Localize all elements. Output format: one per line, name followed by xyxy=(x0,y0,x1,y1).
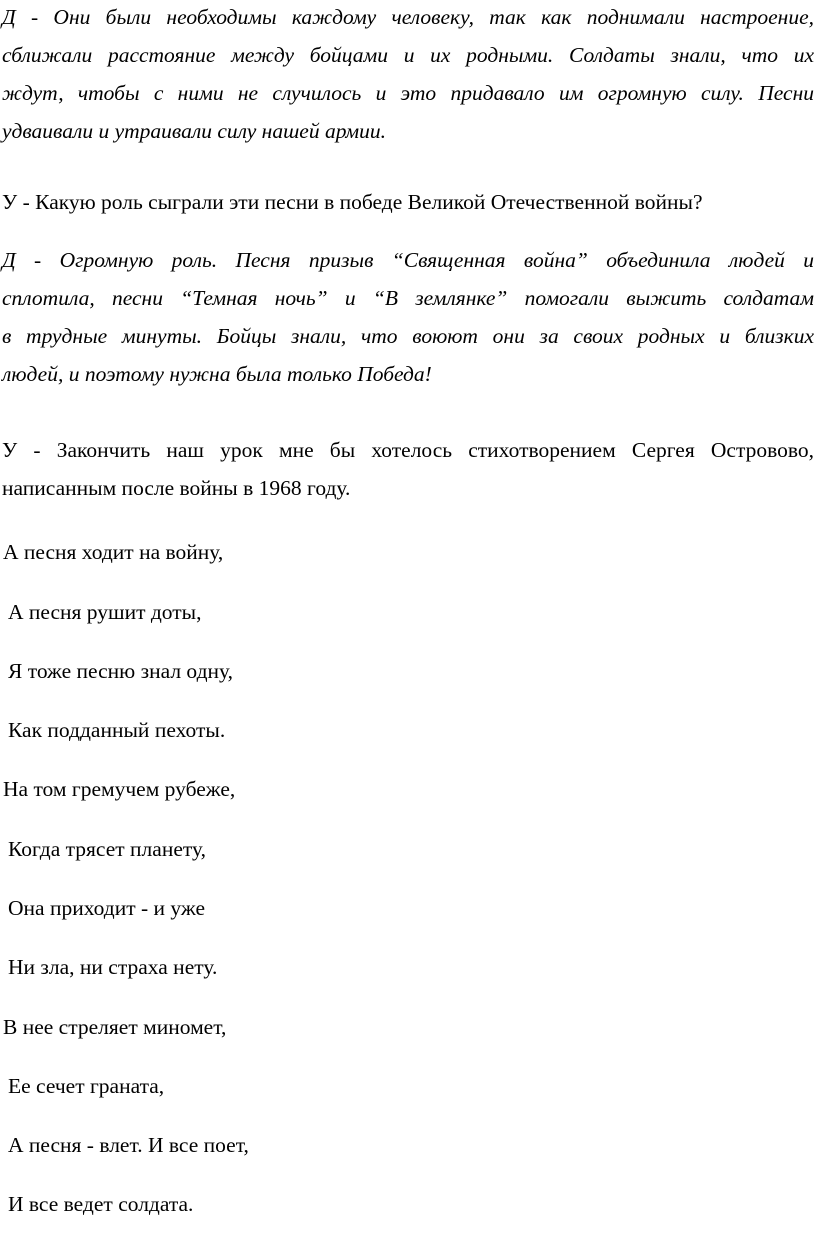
text-line: удваивали и утраивали силу нашей армии. xyxy=(2,119,386,143)
text-line: У - Какую роль сыграли эти песни в победе Великой Отечественной войны? xyxy=(2,190,703,214)
poem-line: Ее сечет граната, xyxy=(8,1074,165,1098)
text-line: Д - Огромную роль. Песня призыв “Священная война” объединила людей и xyxy=(2,248,814,272)
dialogue-paragraph-pupil xyxy=(2,241,814,393)
text-line: в трудные минуты. Бойцы знали, что воюют они за своих родных и близких xyxy=(2,324,814,348)
text-line: людей, и поэтому нужна была только Победа! xyxy=(2,362,432,386)
poem-line: Когда трясет планету, xyxy=(8,837,206,861)
poem-line: А песня рушит доты, xyxy=(8,600,202,624)
poem-line: В нее стреляет миномет, xyxy=(3,1015,227,1039)
text-line: написанным после войны в 1968 году. xyxy=(2,476,351,500)
text-line: ждут, чтобы с ними не случилось и это придавало им огромную силу. Песни xyxy=(2,81,814,105)
text-line: Д - Они были необходимы каждому человеку, так как поднимали настроение, xyxy=(2,5,814,29)
poem-line: Я тоже песню знал одну, xyxy=(8,659,233,683)
text-line: сплотила, песни “Темная ночь” и “В землянке” помогали выжить солдатам xyxy=(2,286,814,310)
dialogue-paragraph-teacher xyxy=(2,431,814,507)
poem-line: А песня - влет. И все поет, xyxy=(8,1133,249,1157)
poem-line: А песня ходит на войну, xyxy=(3,540,224,564)
dialogue-paragraph-pupil xyxy=(2,0,814,150)
text-line: У - Закончить наш урок мне бы хотелось стихотворением Сергея Островово, xyxy=(2,438,814,462)
poem-line: И все ведет солдата. xyxy=(8,1192,194,1216)
poem-line: Она приходит - и уже xyxy=(8,896,205,920)
poem-line: Как подданный пехоты. xyxy=(8,718,226,742)
text-line: сближали расстояние между бойцами и их родными. Солдаты знали, что их xyxy=(2,43,814,67)
poem-line: Ни зла, ни страха нету. xyxy=(8,955,218,979)
dialogue-paragraph-teacher xyxy=(2,183,814,221)
poem-line: На том гремучем рубеже, xyxy=(3,777,236,801)
